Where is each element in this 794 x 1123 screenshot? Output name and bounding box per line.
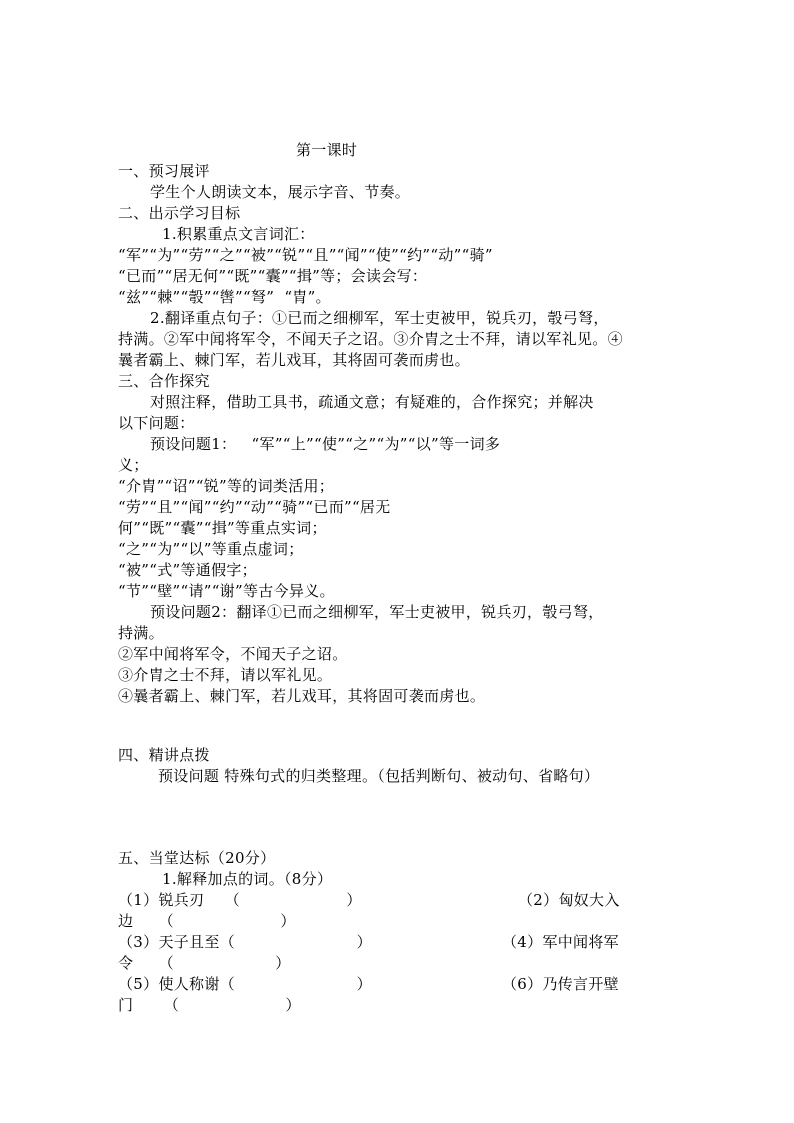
- exercise-item: （6）乃传言开壁: [502, 975, 619, 993]
- text-line: “劳”“且”“闻”“约”“动”“骑”“已而”“居无: [118, 498, 391, 516]
- text-line: 何”“既”“囊”“揖”等重点实词；: [118, 519, 327, 537]
- text-line: 学生个人朗读文本，展示字音、节奏。: [150, 183, 411, 201]
- section-heading: 四、精讲点拨: [118, 746, 210, 764]
- text-line: 曩者霸上、棘门军，若儿戏耳，其将固可袭而虏也。: [118, 351, 470, 369]
- text-line: “兹”“棘”“彀”“辔”“弩” “胄”。: [118, 288, 331, 306]
- text-line: “节”“壁”“请”“谢”等古今异义。: [118, 582, 335, 600]
- text-line: ④曩者霸上、棘门军，若儿戏耳，其将固可袭而虏也。: [118, 687, 486, 705]
- exercise-item: （4）军中闻将军: [502, 933, 619, 951]
- section-heading: 二、出示学习目标: [118, 204, 241, 222]
- exercise-item: 边 （ ）: [118, 912, 296, 930]
- text-line: “已而”“居无何”“既”“囊”“揖”等；会读会写：: [118, 267, 428, 285]
- exercise-item: （2）匈奴大入: [518, 891, 620, 909]
- exercise-item: （1）锐兵刃 （ ）: [118, 891, 362, 909]
- text-line: ③介胄之士不拜，请以军礼见。: [118, 666, 333, 684]
- text-line: 1.解释加点的词。（8分）: [162, 870, 333, 888]
- exercise-item: 门 （ ）: [118, 996, 301, 1014]
- text-line: 1.积累重点文言词汇：: [162, 225, 315, 243]
- text-line: 持满。②军中闻将军令，不闻天子之诏。③介胄之士不拜，请以军礼见。④: [118, 330, 623, 348]
- exercise-item: （5）使人称谢（ ）: [118, 975, 372, 993]
- lesson-title: 第一课时: [296, 141, 358, 159]
- exercise-item: （3）天子且至（ ）: [118, 933, 372, 951]
- text-line: 预设问题 特殊句式的归类整理。（包括判断句、被动句、省略句）: [158, 767, 600, 785]
- text-line: 持满。: [118, 624, 164, 642]
- text-line: “介胄”“诏”“锐”等的词类活用；: [118, 477, 335, 495]
- section-heading: 三、合作探究: [118, 372, 210, 390]
- text-line: 预设问题1： “军”“上”“使”“之”“为”“以”等一词多: [150, 435, 501, 453]
- text-line: 义；: [118, 456, 149, 474]
- text-line: “之”“为”“以”等重点虚词；: [118, 540, 304, 558]
- text-line: “被”“式”等通假字；: [118, 561, 257, 579]
- exercise-item: 令 （ ）: [118, 954, 291, 972]
- text-line: 以下问题：: [118, 414, 195, 432]
- text-line: 2.翻译重点句子：①已而之细柳军，军士吏被甲，锐兵刃，彀弓弩，: [150, 309, 609, 327]
- text-line: “军”“为”“劳”“之”“被”“锐”“且”“闻”“使”“约”“动”“骑”: [118, 246, 493, 264]
- text-line: 预设问题2：翻译①已而之细柳军，军士吏被甲，锐兵刃，彀弓弩，: [150, 603, 604, 621]
- text-line: ②军中闻将军令，不闻天子之诏。: [118, 645, 348, 663]
- section-heading: 一、预习展评: [118, 162, 210, 180]
- text-line: 对照注释，借助工具书，疏通文意；有疑难的，合作探究；并解决: [150, 393, 594, 411]
- section-heading: 五、当堂达标（20分）: [118, 849, 276, 867]
